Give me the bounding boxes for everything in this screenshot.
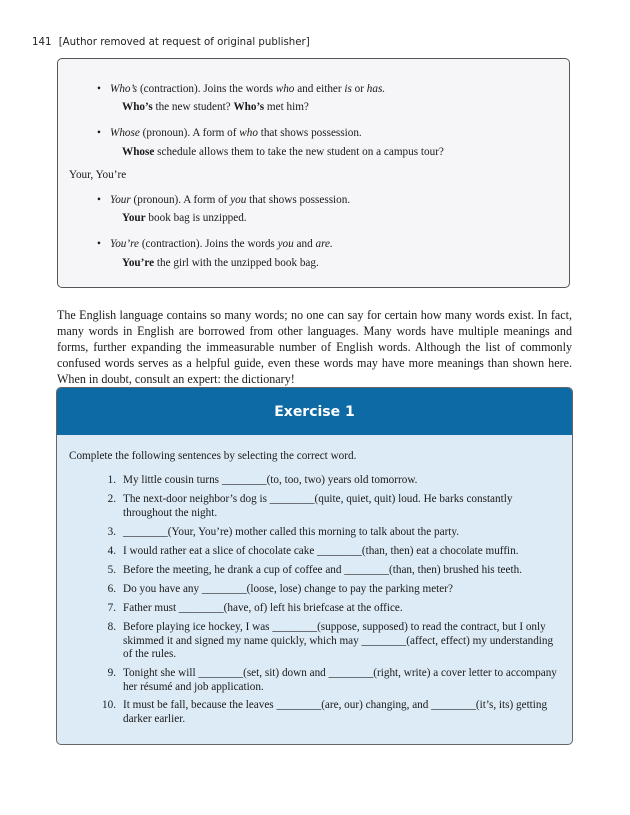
- word: has.: [366, 83, 386, 95]
- word: who: [239, 127, 258, 139]
- bullet-icon: •: [97, 194, 101, 206]
- question-number: 8.: [107, 621, 116, 633]
- question-number: 6.: [107, 583, 116, 595]
- part-of-speech: (pronoun). A form of: [133, 194, 228, 206]
- question-text: My little cousin turns ________(to, too, two) years old tomorrow.: [123, 474, 418, 486]
- question-text: The next-door neighbor’s dog is ________(quite, quiet, quit) loud. He barks constantly throughout the night.: [123, 493, 513, 519]
- definition-youre: [97, 238, 333, 250]
- question-number: 10.: [102, 699, 116, 711]
- group-heading: Your, You’re: [69, 169, 127, 181]
- term-whose: Whose: [110, 127, 140, 139]
- part-of-speech: (contraction). Joins the words: [139, 83, 273, 95]
- bullet-icon: •: [97, 127, 101, 139]
- definition-your: [97, 194, 351, 206]
- question-number: 9.: [107, 667, 116, 679]
- word: are.: [315, 238, 333, 250]
- example-bold: Who’s: [233, 101, 265, 113]
- word: you: [277, 238, 294, 250]
- example-bold: Your: [122, 212, 146, 224]
- part-of-speech: (pronoun). A form of: [142, 127, 237, 139]
- example-your: [122, 212, 247, 224]
- question-text: Do you have any ________(loose, lose) change to pay the parking meter?: [123, 583, 453, 595]
- connector-text: and either: [297, 83, 342, 95]
- term-your: Your: [110, 194, 131, 206]
- term-whos: Who’s: [110, 83, 138, 95]
- definition-text: that shows possession.: [249, 194, 351, 206]
- question-number: 7.: [107, 602, 116, 614]
- question-text: Tonight she will ________(set, sit) down and ________(right, write) a cover letter to accompany her résumé and job application.: [123, 667, 557, 693]
- definition-whose: [97, 127, 362, 139]
- word: who: [275, 83, 295, 95]
- question-text: Father must ________(have, of) left his briefcase at the office.: [123, 602, 403, 614]
- question-text: It must be fall, because the leaves ________(are, our) changing, and ________(it’s, its) getting darker earlier.: [123, 699, 548, 725]
- example-whose: [122, 146, 444, 158]
- connector-text: or: [354, 83, 364, 95]
- question-number: 2.: [107, 493, 116, 505]
- question-number: 4.: [107, 545, 116, 557]
- example-text: book bag is unzipped.: [148, 212, 247, 224]
- author-attribution: [Author removed at request of original publisher]: [58, 37, 310, 48]
- definition-text: that shows possession.: [260, 127, 362, 139]
- question-text: Before the meeting, he drank a cup of coffee and ________(than, then) brushed his teeth.: [123, 564, 522, 576]
- example-text: the new student?: [155, 101, 231, 113]
- connector-text: and: [296, 238, 313, 250]
- definitions-box: [57, 58, 570, 288]
- example-bold: Who’s: [122, 101, 153, 113]
- example-bold: You’re: [122, 257, 155, 269]
- question-text: I would rather eat a slice of chocolate cake ________(than, then) eat a chocolate muffin.: [123, 545, 519, 557]
- question-number: 3.: [107, 526, 116, 538]
- page-number: 141: [32, 37, 52, 48]
- question-number: 1.: [107, 474, 116, 486]
- example-text: the girl with the unzipped book bag.: [156, 257, 319, 269]
- question-text: ________(Your, You’re) mother called this morning to talk about the party.: [123, 526, 460, 538]
- definition-whos: [97, 83, 386, 95]
- exercise-title: Exercise 1: [57, 388, 572, 435]
- example-text: met him?: [266, 101, 309, 113]
- example-text: schedule allows them to take the new student on a campus tour?: [157, 146, 444, 158]
- exercise-box: [56, 387, 573, 745]
- bullet-icon: •: [97, 238, 101, 250]
- word: you: [230, 194, 247, 206]
- part-of-speech: (contraction). Joins the words: [141, 238, 275, 250]
- page-header: [32, 37, 310, 48]
- bullet-icon: •: [97, 83, 101, 95]
- term-youre: You’re: [110, 238, 140, 250]
- body-paragraph: The English language contains so many words; no one can say for certain how many words exist. In fact, many words in English are borrowed from other languages. Many words have multiple meanings and forms, further expanding the immeasurable number of English words. Although the list of commonly confused words serves as a helpful guide, even these words may have more meanings than shown here. When in doubt, consult an expert: the dictionary!: [57, 308, 572, 386]
- example-whos: [122, 101, 309, 113]
- exercise-instructions: Complete the following sentences by selecting the correct word.: [69, 450, 357, 462]
- question-number: 5.: [107, 564, 116, 576]
- question-text: Before playing ice hockey, I was ________(suppose, supposed) to read the contract, but I only skimmed it and signed my name quickly, which may ________(affect, effect) my understanding of the rules.: [123, 621, 554, 660]
- example-bold: Whose: [122, 146, 155, 158]
- word: is: [344, 83, 352, 95]
- example-youre: [122, 257, 319, 269]
